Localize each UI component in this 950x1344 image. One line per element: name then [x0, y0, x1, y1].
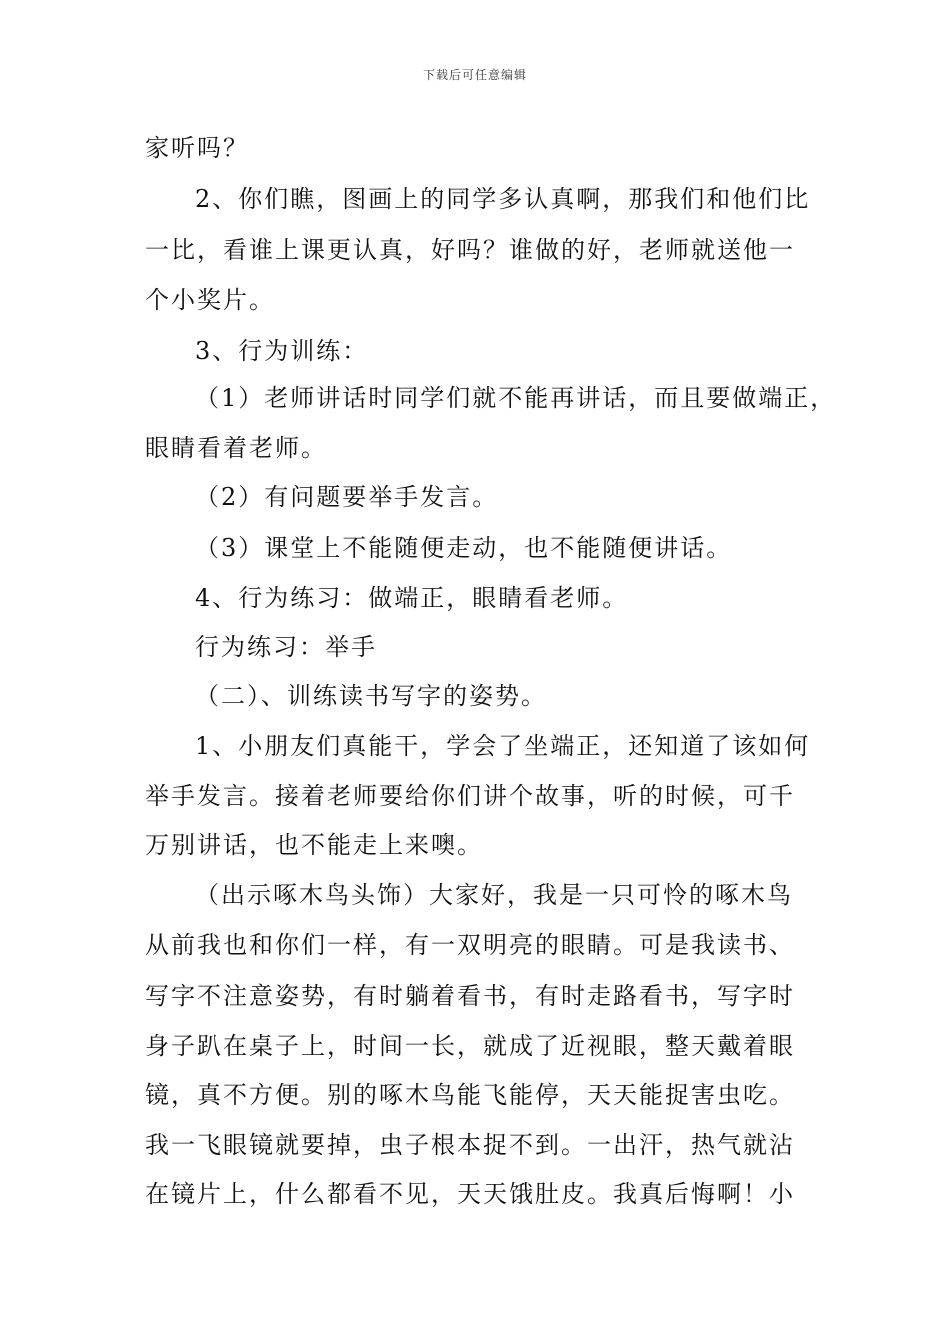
text-line: （二）、训练读书写字的姿势。: [195, 682, 547, 710]
text-line: （1）老师讲话时同学们就不能再讲话，而且要做端正，: [195, 384, 837, 412]
text-line: 在镜片上，什么都看不见，天天饿肚皮。我真后悔啊！小: [145, 1180, 795, 1208]
text-line: （2）有问题要举手发言。: [195, 483, 499, 511]
page-header: 下载后可任意编辑: [422, 68, 527, 82]
text-line: 万别讲话，也不能走上来噢。: [145, 831, 483, 859]
text-line: 写字不注意姿势，有时躺着看书，有时走路看书，写字时: [145, 982, 795, 1010]
text-line: 个小奖片。: [145, 286, 275, 314]
text-line: 我一飞眼镜就要掉，虫子根本捉不到。一出汗，热气就沾: [145, 1131, 795, 1159]
text-line: 举手发言。接着老师要给你们讲个故事，听的时候，可千: [145, 782, 795, 810]
text-line: （出示啄木鸟头饰）大家好，我是一只可怜的啄木鸟: [195, 881, 793, 909]
text-line: 身子趴在桌子上，时间一长，就成了近视眼，整天戴着眼: [145, 1032, 795, 1060]
text-line: 3、行为训练：: [195, 337, 369, 365]
text-line: 镜，真不方便。别的啄木鸟能飞能停，天天能捉害虫吃。: [145, 1081, 795, 1109]
text-line: 4、行为练习：做端正，眼睛看老师。: [195, 584, 629, 612]
text-line: 从前我也和你们一样，有一双明亮的眼睛。可是我读书、: [145, 931, 795, 959]
text-line: （3）课堂上不能随便走动，也不能随便讲话。: [195, 534, 733, 562]
text-line: 行为练习：举手: [195, 633, 377, 661]
text-line: 1、小朋友们真能干，学会了坐端正，还知道了该如何: [195, 732, 811, 760]
text-line: 眼睛看着老师。: [145, 434, 327, 462]
text-line: 2、你们瞧，图画上的同学多认真啊，那我们和他们比: [195, 185, 811, 213]
text-line: 一比，看谁上课更认真，好吗？谁做的好，老师就送他一: [145, 236, 795, 264]
text-line: 家听吗？: [145, 134, 249, 162]
